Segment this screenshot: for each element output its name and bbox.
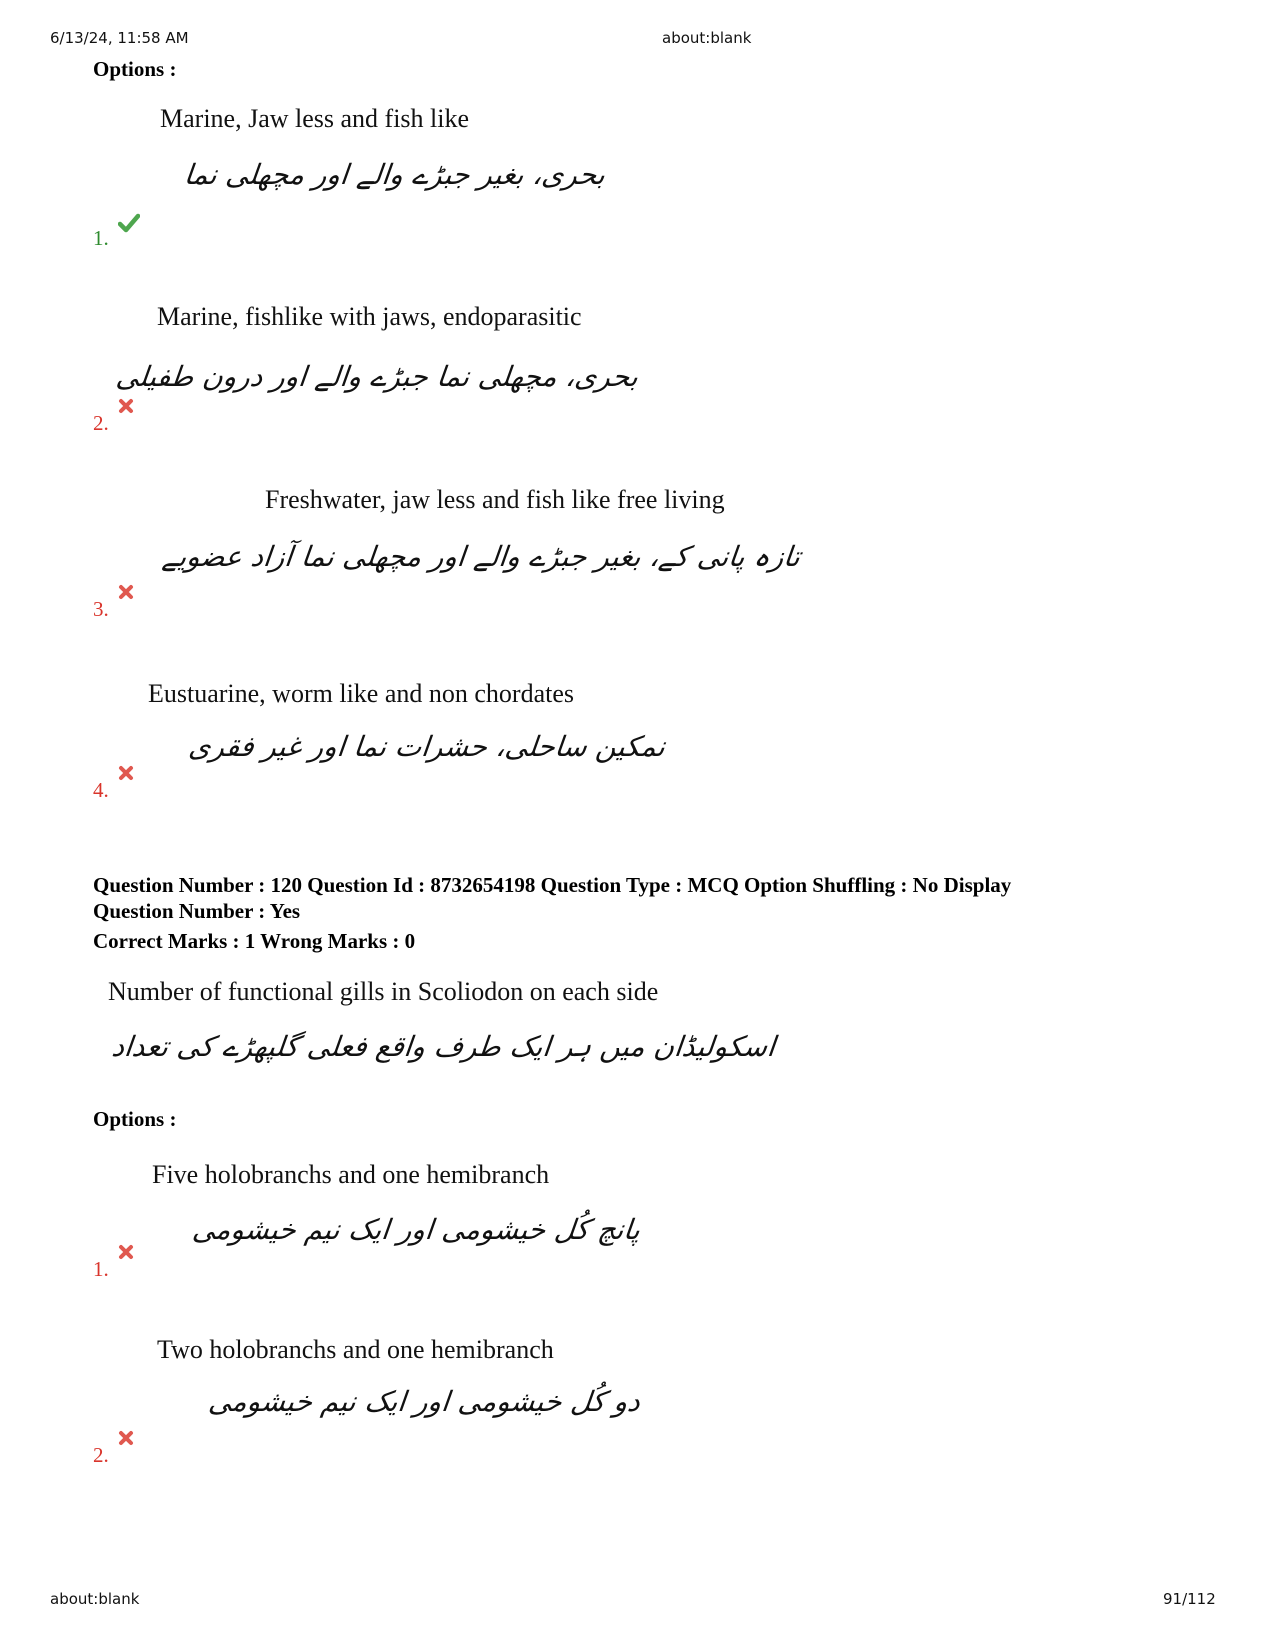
option-text-ur: نمکین ساحلی، حشرات نما اور غیر فقری: [187, 730, 667, 763]
options-label: Options :: [93, 57, 177, 81]
print-footer-url: about:blank: [50, 1590, 140, 1608]
option-number: 1.: [93, 226, 109, 250]
check-icon: [118, 213, 140, 233]
option-text-ur: دو کُل خیشومی اور ایک نیم خیشومی: [206, 1385, 642, 1418]
option-number: 4.: [93, 778, 109, 802]
option-number: 3.: [93, 597, 109, 621]
option-text-ur: بحری، مچھلی نما جبڑے والے اور درون طفیلی: [114, 360, 640, 393]
option-text-en: Freshwater, jaw less and fish like free living: [265, 485, 725, 514]
option-text-ur: پانچ کُل خیشومی اور ایک نیم خیشومی: [190, 1213, 642, 1246]
cross-icon: [118, 398, 134, 414]
option-text-ur: بحری، بغیر جبڑے والے اور مچھلی نما: [182, 158, 607, 191]
cross-icon: [118, 1244, 134, 1260]
option-text-en: Eustuarine, worm like and non chordates: [148, 679, 574, 708]
question-text-en: Number of functional gills in Scoliodon on each side: [108, 977, 659, 1006]
print-title: about:blank: [662, 29, 752, 47]
option-text-en: Five holobranchs and one hemibranch: [152, 1160, 550, 1189]
print-datetime: 6/13/24, 11:58 AM: [50, 29, 189, 47]
options-label: Options :: [93, 1107, 177, 1131]
option-number: 2.: [93, 411, 109, 435]
question-meta-line: Question Number : 120 Question Id : 8732654198 Question Type : MCQ Option Shuffling : No Display: [93, 873, 1012, 897]
question-meta-line: Question Number : Yes: [93, 899, 301, 923]
cross-icon: [118, 765, 134, 781]
option-text-en: Two holobranchs and one hemibranch: [157, 1335, 554, 1364]
cross-icon: [118, 1430, 134, 1446]
option-text-en: Marine, fishlike with jaws, endoparasitic: [157, 302, 582, 331]
option-text-en: Marine, Jaw less and fish like: [160, 104, 470, 133]
option-number: 2.: [93, 1443, 109, 1467]
option-text-ur: تازہ پانی کے، بغیر جبڑے والے اور مچھلی نما آزاد عضویے: [160, 540, 802, 573]
page-number: 91/112: [1163, 1590, 1216, 1608]
option-number: 1.: [93, 1257, 109, 1281]
cross-icon: [118, 584, 134, 600]
question-marks: Correct Marks : 1 Wrong Marks : 0: [93, 929, 416, 953]
question-meta: [93, 872, 1213, 954]
question-text-ur: اسکولیڈان میں ہر ایک طرف واقع فعلی گلپھڑے کی تعداد: [110, 1030, 777, 1063]
